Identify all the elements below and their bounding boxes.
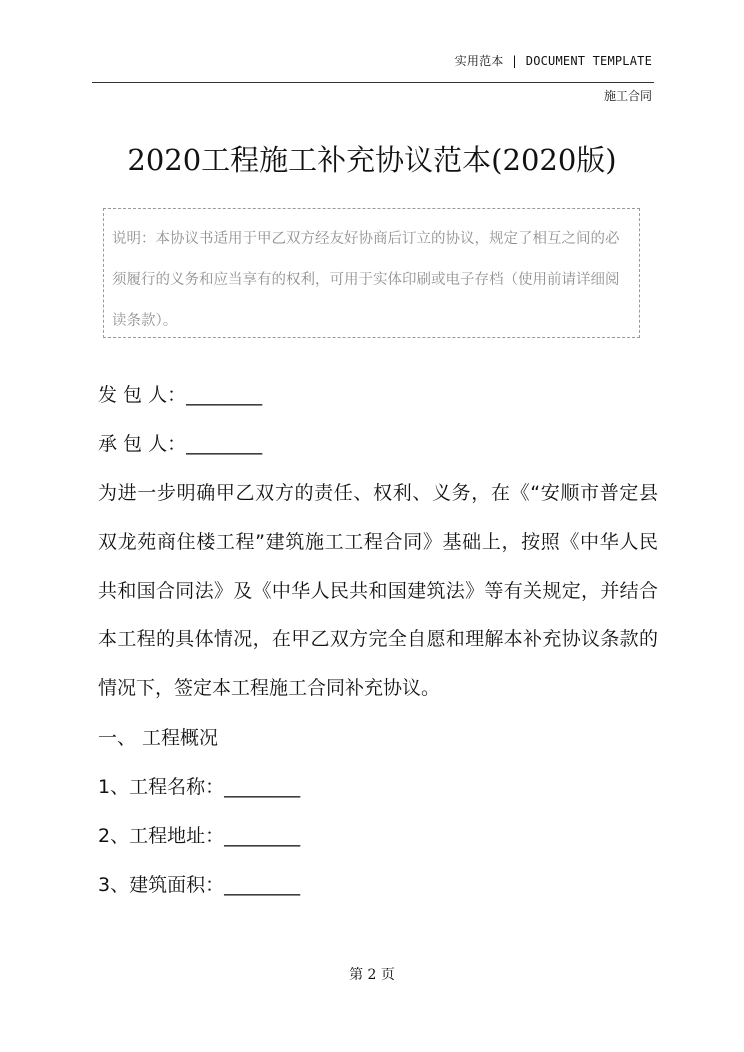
- note-box: [103, 208, 640, 338]
- project-address-field: 2、工程地址：________: [98, 825, 301, 847]
- intro-paragraph: 为进一步明确甲乙双方的责任、权利、义务，在《“安顺市普定县双龙苑商住楼工程”建筑施工工程合同》基础上，按照《中华人民共和国合同法》及《中华人民共和国建筑法》等有关规定，并结合本工程的具体情况，在甲乙双方完全自愿和理解本补充协议条款的情况下，签定本工程施工合同补充协议。: [98, 482, 658, 700]
- header-divider: [92, 82, 654, 83]
- page-number: 第 2 页: [349, 967, 395, 983]
- header-brand: 实用范本 | DOCUMENT TEMPLATE: [454, 54, 652, 68]
- header-category: 施工合同: [603, 89, 652, 103]
- party-b-field: 承 包 人：________: [98, 433, 263, 455]
- section-one-heading: 一、 工程概况: [98, 727, 219, 749]
- document-title: 2020工程施工补充协议范本(2020版): [127, 143, 617, 177]
- party-a-field: 发 包 人：________: [98, 384, 263, 406]
- building-area-field: 3、建筑面积：________: [98, 874, 301, 896]
- note-text: 说明：本协议书适用于甲乙双方经友好协商后订立的协议，规定了相互之间的必须履行的义务和应当享有的权利，可用于实体印刷或电子存档（使用前请详细阅读条款）。: [112, 231, 620, 329]
- project-name-field: 1、工程名称：________: [98, 776, 301, 798]
